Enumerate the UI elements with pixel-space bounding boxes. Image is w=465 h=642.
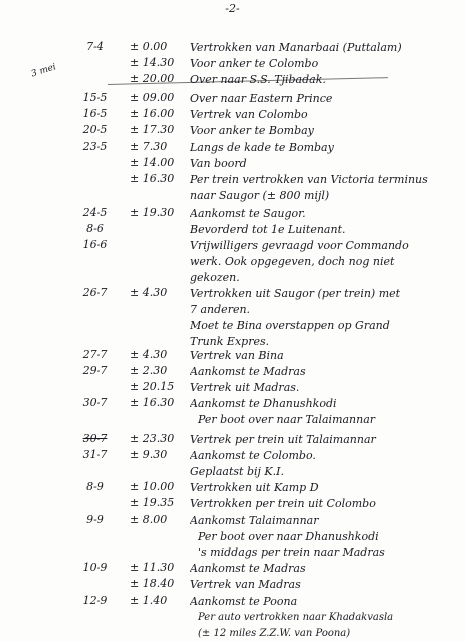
entry-time: ± 18.40 [130,577,175,590]
entry-line: naar Saugor (± 800 mijl) [190,189,330,202]
entry-text [190,56,448,72]
entry-line: Aankomst te Poona [190,595,298,608]
entry-line: Vertrek van Colombo [190,108,308,121]
entry-line: Vertrokken per trein uit Colombo [190,497,376,510]
entry-date: 10-9 [82,561,108,574]
entry-text [190,72,448,88]
entry-line: Trunk Expres. [190,335,270,348]
entry-text [190,156,448,172]
entry-line: Aankomst te Colombo. [190,449,316,462]
entry-text [190,172,448,204]
entry-time: ± 7.30 [130,140,168,153]
entry-line: Per boot over naar Dhanushkodi [198,530,379,543]
entry-date: 9-9 [86,513,104,526]
entry-time: ± 17.30 [130,123,175,136]
entry-line: Vrijwilligers gevraagd voor Commando [190,239,409,252]
entry-line: Moet te Bina overstappen op Grand [190,319,390,332]
entry-text [190,513,448,561]
entry-date: 31-7 [82,448,108,461]
entry-line: Over naar Eastern Prince [190,92,333,105]
entry-date: 16-6 [82,238,108,251]
margin-note: 3 mei [30,62,58,80]
entry-text [190,206,448,222]
entry-text [190,496,448,512]
entry-line: Vertrokken uit Saugor (per trein) met [190,287,401,300]
entry-time: ± 4.30 [130,286,168,299]
entry-text [190,238,448,286]
entry-line: Vertrek van Bina [190,349,284,362]
entry-time: ± 0.00 [130,40,168,53]
entry-time: ± 16.00 [130,107,175,120]
entry-text [190,480,448,496]
entry-time: ± 16.30 [130,172,175,185]
entry-time: ± 4.30 [130,348,168,361]
entry-line: gekozen. [190,271,240,284]
entry-time: ± 1.40 [130,594,168,607]
page-number: -2- [225,2,240,15]
entry-text [190,561,448,577]
entry-text [190,123,448,139]
entry-time: ± 19.30 [130,206,175,219]
entry-line: Vertrek uit Madras. [190,381,300,394]
entry-time: ± 2.30 [130,364,168,377]
entry-line: Vertrek per trein uit Talaimannar [190,433,376,446]
entry-date: 20-5 [82,123,108,136]
entry-time: ± 20.15 [130,380,175,393]
entry-date: 24-5 [82,206,108,219]
entry-line: Langs de kade te Bombay [190,141,334,154]
entry-text [190,364,448,380]
entry-line: werk. Ook opgegeven, doch nog niet [190,255,395,268]
entry-line: Aankomst Talaimannar [190,514,319,527]
entry-date: 30-7 [82,396,108,409]
entry-time: ± 14.00 [130,156,175,169]
entry-line: Per trein vertrokken van Victoria terminus [190,173,428,186]
entry-date: 8-9 [86,480,104,493]
entry-time: ± 9.30 [130,448,168,461]
entry-line: Aankomst te Madras [190,562,306,575]
entry-text [190,107,448,123]
entry-text [190,448,448,480]
entry-line: Vertrokken van Manarbaai (Puttalam) [190,41,402,54]
entry-line: Vertrek van Madras [190,578,301,591]
entry-line: Aankomst te Madras [190,365,306,378]
entry-text [190,40,448,56]
entry-time: ± 19.35 [130,496,175,509]
entry-line: Aankomst te Saugor. [190,207,306,220]
entry-line: Voor anker te Bombay [190,124,314,137]
entry-time: ± 20.00 [130,72,175,85]
entry-date: 27-7 [82,348,108,361]
entry-line: 's middags per trein naar Madras [198,546,385,559]
entry-line: (± 12 miles Z.Z.W. van Poona) [198,628,351,639]
entry-date: 8-6 [86,222,104,235]
entry-line: Voor anker te Colombo [190,57,319,70]
entry-text [190,396,448,428]
entry-date: 30-7 [82,432,108,445]
entry-date: 12-9 [82,594,108,607]
entry-line: 7 anderen. [190,303,251,316]
entry-time: ± 8.00 [130,513,168,526]
entry-time: ± 10.00 [130,480,175,493]
entry-time: ± 16.30 [130,396,175,409]
entry-date: 16-5 [82,107,108,120]
entry-time: ± 23.30 [130,432,175,445]
entry-text [190,594,448,642]
entry-text [190,91,448,107]
entry-date: 15-5 [82,91,108,104]
entry-line: Per auto vertrokken naar Khadakvasla [198,612,394,623]
entry-time: ± 09.00 [130,91,175,104]
entry-text [190,222,448,238]
entry-date: 23-5 [82,140,108,153]
entry-time: ± 11.30 [130,561,175,574]
entry-text [190,140,448,156]
entry-text [190,286,448,350]
entry-line: Per boot over naar Talaimannar [198,413,376,426]
entry-date: 29-7 [82,364,108,377]
entry-line: Geplaatst bij K.I. [190,465,284,478]
entry-line: Van boord [190,157,247,170]
entry-text [190,380,448,396]
entry-line: Over naar S.S. Tjibadak. [190,73,326,86]
entry-text [190,432,448,448]
entry-line: Vertrokken uit Kamp D [190,481,319,494]
entry-line: Bevorderd tot 1e Luitenant. [190,223,346,236]
entry-date: 7-4 [86,40,104,53]
entry-line: Aankomst te Dhanushkodi [190,397,337,410]
entry-text [190,577,448,593]
entry-date: 26-7 [82,286,108,299]
entry-text [190,348,448,364]
entry-time: ± 14.30 [130,56,175,69]
